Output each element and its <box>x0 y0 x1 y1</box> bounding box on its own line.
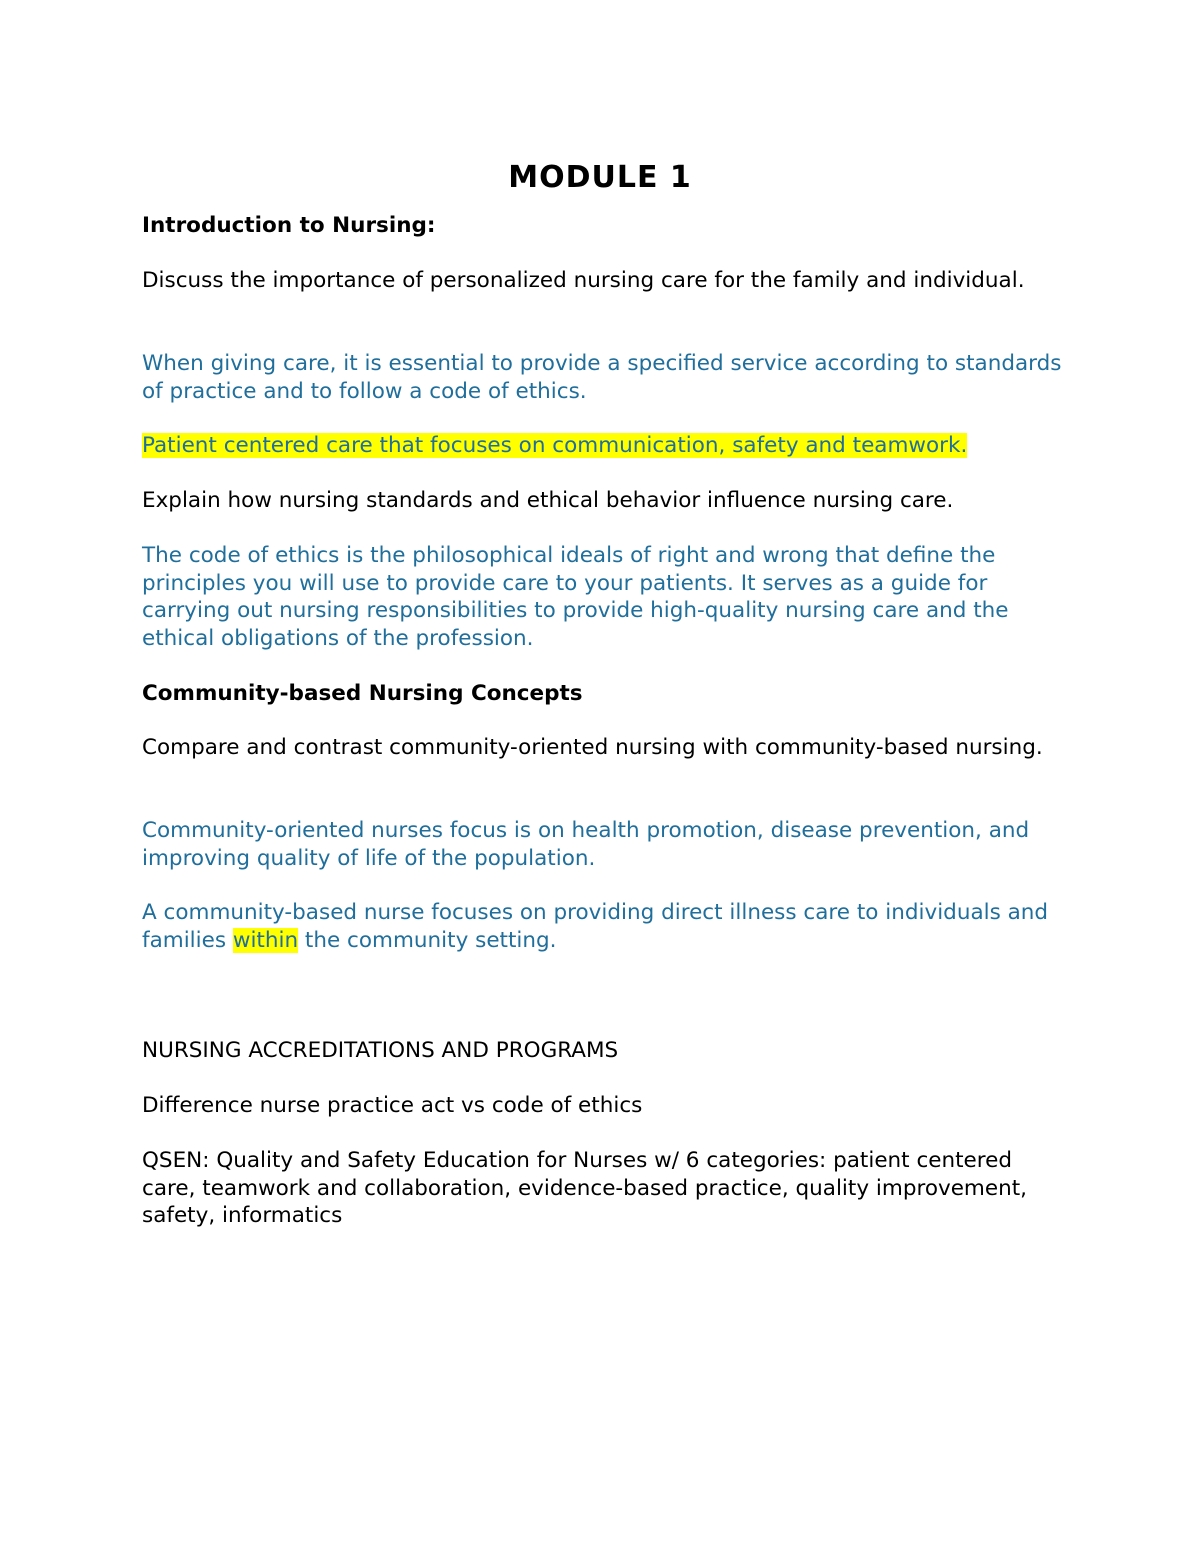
note-qsen: QSEN: Quality and Safety Education for Nurses w/ 6 categories: patient centered care, teamwork and collaboration, evidence-based practice, quality improvement, safety, informatics <box>142 1148 1027 1228</box>
answer-community-oriented: Community-oriented nurses focus is on health promotion, disease prevention, and improving quality of life of the population. <box>142 818 1030 871</box>
answer-community-based <box>142 899 1072 954</box>
highlighted-text: Patient centered care that focuses on communication, safety and teamwork. <box>142 433 968 458</box>
section-heading-community: Community-based Nursing Concepts <box>142 681 583 706</box>
answer-personalized-care: When giving care, it is essential to provide a specified service according to standards of practice and to follow a code of ethics. <box>142 351 1062 404</box>
question-standards-ethics: Explain how nursing standards and ethical behavior influence nursing care. <box>142 488 954 513</box>
section-heading-accreditations: NURSING ACCREDITATIONS AND PROGRAMS <box>142 1038 619 1063</box>
answer-text-part1: A community-based nurse focuses on providing direct illness care to individuals and families <box>142 900 1049 953</box>
section-heading-introduction: Introduction to Nursing: <box>142 213 436 238</box>
note-nurse-practice-act: Difference nurse practice act vs code of ethics <box>142 1093 643 1118</box>
answer-text-part2: the community setting. <box>298 927 557 953</box>
highlighted-word: within <box>232 927 299 953</box>
question-personalized-care: Discuss the importance of personalized nursing care for the family and individual. <box>142 268 1025 293</box>
question-community-nursing: Compare and contrast community-oriented nursing with community-based nursing. <box>142 735 1043 760</box>
document-title: MODULE 1 <box>508 160 692 195</box>
answer-code-of-ethics: The code of ethics is the philosophical ideals of right and wrong that define the principles you will use to provide care to your patients. It serves as a guide for carrying out nursing responsibilities to provide high-quality nursing care and the ethical obligations of the profession. <box>142 543 1009 651</box>
answer-highlight-patient-centered <box>142 432 1072 460</box>
